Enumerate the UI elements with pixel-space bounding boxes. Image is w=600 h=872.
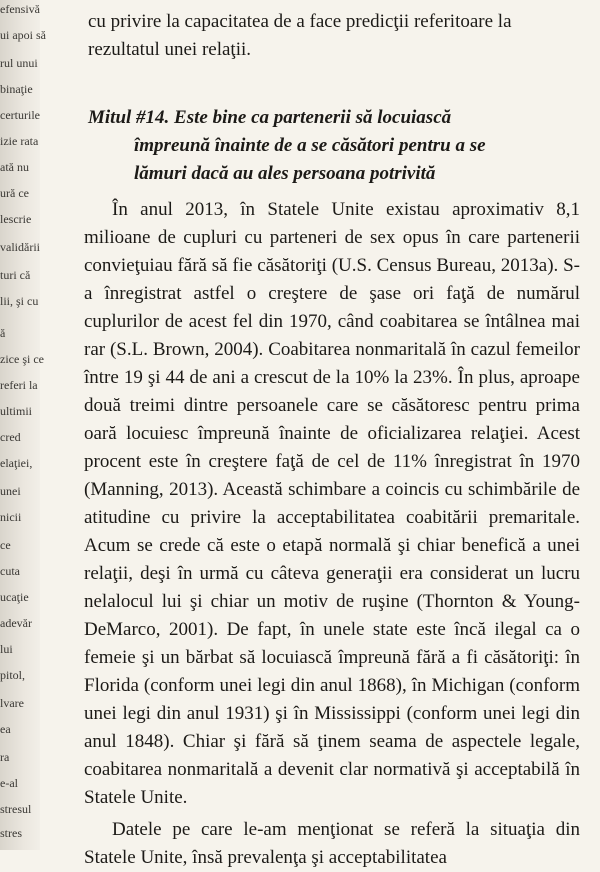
margin-fragment: lui: [0, 642, 13, 656]
margin-fragment: unei: [0, 484, 21, 498]
margin-fragment: ui apoi să: [0, 28, 46, 42]
body-paragraph: Datele pe care le-am menţionat se referă la situaţia din Statele Unite, însă prevalenţa şi acceptabilitatea: [84, 819, 580, 868]
margin-fragment: binaţie: [0, 82, 33, 96]
margin-fragment: rul unui: [0, 56, 38, 70]
margin-fragment: lescrie: [0, 212, 32, 226]
margin-fragment: e-al: [0, 776, 18, 790]
margin-fragment: lvare: [0, 696, 24, 710]
body-paragraph: În anul 2013, în Statele Unite existau aproximativ 8,1 milioane de cupluri cu parteneri de sex opus în care partenerii convieţuiau fără să fie căsătoriţi (U.S. Census Bureau, 2013a). S-a înregistrat astfel o creştere de şase ori faţă de numărul cuplurilor de acest fel din 1970, când coabitarea se întâlnea mai rar (S.L. Brown, 2004). Coabitarea nonmaritală în cazul femeilor între 19 şi 44 de ani a crescut de la 10% la 23%. În plus, aproape două treimi dintre persoanele care se căsătoresc pentru prima oară locuiesc împreună înainte de oficializarea relaţiei. Acest procent este în creştere faţă de cel de 11% înregistrat în 1970 (Manning, 2013). Această schimbare a coincis cu schimbările de atitudine cu privire la acceptabilitatea coabitării premaritale. Acum se crede că este o etapă normală şi chiar benefică a unei relaţii, deşi în urmă cu câteva generaţii era considerat un lucru nelalocul lui şi chiar un motiv de ruşine (Thornton & Young-DeMarco, 2001). De fapt, în unele state este încă ilegal ca o femeie şi un bărbat să locuiască împreună fără a fi căsătoriţi: în Florida (conform unei legi din anul 1868), în Michigan (conform unei legi din anul 1931) şi în Mississippi (conform unei legi din anul 1848). Chiar şi fără să ţinem seama de aspectele legale, coabitarea nonmaritală a devenit clar normativă şi acceptabilă în Statele Unite.: [84, 199, 580, 808]
margin-fragment: referi la: [0, 378, 38, 392]
margin-fragment: turi că: [0, 268, 31, 282]
margin-fragment: validării: [0, 240, 40, 254]
margin-fragment: ce: [0, 538, 11, 552]
margin-fragment: nicii: [0, 510, 22, 524]
margin-fragment: adevăr: [0, 616, 32, 630]
margin-fragment: ă: [0, 326, 6, 340]
margin-fragment: cuta: [0, 564, 20, 578]
book-page: [84, 0, 580, 868]
margin-fragment: ucaţie: [0, 590, 29, 604]
margin-fragment: ură ce: [0, 186, 29, 200]
margin-fragment: efensivă: [0, 2, 40, 16]
section-heading: [88, 104, 578, 188]
heading-line: lămuri dacă au ales persoana potrivită: [134, 163, 436, 184]
margin-fragment: stresul: [0, 802, 32, 816]
intro-paragraph: cu privire la capacitatea de a face predicţii referitoare la rezultatul unei relaţii.: [88, 11, 512, 60]
margin-fragment: lii, şi cu: [0, 294, 39, 308]
body-text: [84, 196, 580, 872]
margin-fragment: ată nu: [0, 160, 29, 174]
heading-line: împreună înainte de a se căsători pentru a se: [134, 135, 486, 156]
margin-fragment: ra: [0, 750, 10, 764]
margin-fragment: ea: [0, 722, 11, 736]
heading-line: Mitul #14. Este bine ca partenerii să locuiască: [88, 107, 452, 128]
previous-page-margin: [0, 0, 46, 850]
margin-fragment: zice şi ce: [0, 352, 44, 366]
margin-fragment: certurile: [0, 108, 40, 122]
margin-fragment: elaţiei,: [0, 456, 33, 470]
margin-fragment: stres: [0, 826, 22, 840]
margin-fragment: ultimii: [0, 404, 33, 418]
margin-fragment: pitol,: [0, 668, 26, 682]
margin-fragment: cred: [0, 430, 21, 444]
margin-fragment: izie rata: [0, 134, 39, 148]
